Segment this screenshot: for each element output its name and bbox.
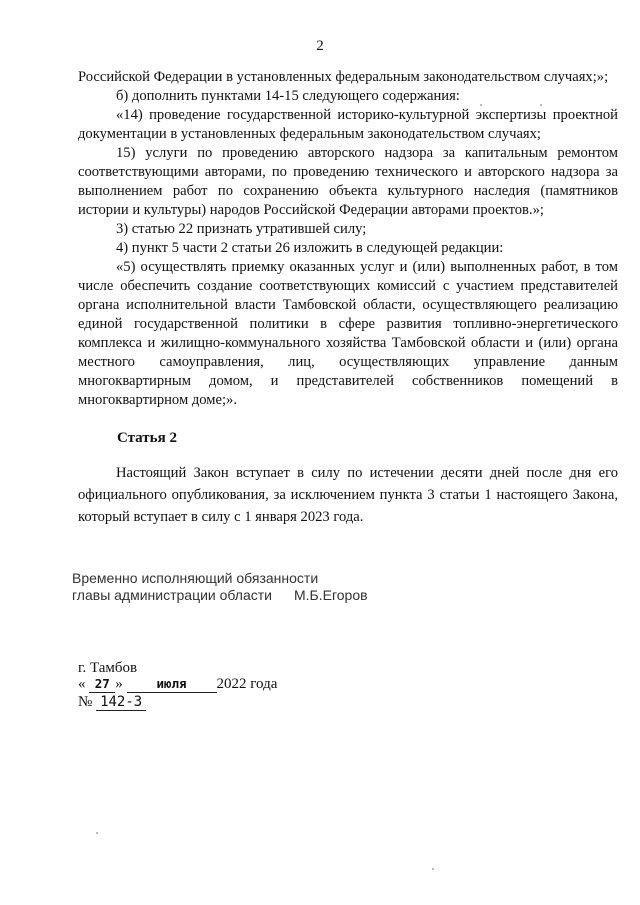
paragraph-continuation: Российской Федерации в установленных федеральным законодательством случаях;»; bbox=[78, 69, 609, 85]
number-sign: № bbox=[78, 694, 93, 710]
article-heading: Статья 2 bbox=[117, 430, 177, 446]
date-line bbox=[78, 676, 277, 693]
date-month: июля bbox=[127, 676, 217, 693]
paragraph-item-14: «14) проведение государственной историко-культурной экспертизы проектной документации в установленных федеральным законодательством случаях; bbox=[78, 107, 618, 142]
page-number: 2 bbox=[316, 38, 324, 54]
article-paragraph: Настоящий Закон вступает в силу по истечении десяти дней после дня его официального опубликования, за исключением пункта 3 статьи 1 настоящего Закона, который вступает в силу с 1 января 2023 года. bbox=[78, 465, 618, 525]
paragraph-item-4: 4) пункт 5 части 2 статьи 26 изложить в следующей редакции: bbox=[116, 240, 504, 256]
signature-block bbox=[72, 570, 392, 604]
signature-name: М.Б.Егоров bbox=[294, 587, 368, 603]
date-day: 27 bbox=[89, 676, 115, 693]
number-line bbox=[78, 694, 146, 711]
place: г. Тамбов bbox=[78, 660, 138, 676]
date-close-quote: » bbox=[115, 676, 123, 692]
scan-speck bbox=[480, 104, 482, 106]
signature-title-line1: Временно исполняющий обязанности bbox=[72, 570, 319, 586]
scan-speck bbox=[432, 868, 434, 870]
article-body bbox=[78, 462, 618, 528]
document-number: 142-З bbox=[96, 694, 146, 711]
scan-speck bbox=[96, 832, 98, 834]
paragraph-item-15: 15) услуги по проведению авторского надзора за капитальным ремонтом соответствующими авторами, по проведению технического и авторского надзора за выполнением работ по сохранению объекта культурного наследия (памятников истории и культуры) народов Российской Федерации авторами проектов.»; bbox=[78, 145, 618, 218]
paragraph-item-5-text: «5) осуществлять приемку оказанных услуг и (или) выполненных работ, в том числе обеспечить создание соответствующих комиссий с участием представителей органа исполнительной власти Тамбовской области, осуществляющего реализацию единой государственной политики в сфере развития топливно-энергетического комплекса и жилищно-коммунального хозяйства Тамбовской области и (или) органа местного самоуправления, лиц, осуществляющих управление данным многоквартирным домом, и представителей собственников помещений в многоквартирном доме;». bbox=[78, 259, 618, 408]
paragraph-item-3: 3) статью 22 признать утратившей силу; bbox=[116, 221, 367, 237]
signature-title-line2: главы администрации области bbox=[72, 587, 272, 603]
scan-speck bbox=[540, 104, 542, 106]
date-year: 2022 года bbox=[216, 676, 278, 692]
paragraph-amend-b: б) дополнить пунктами 14-15 следующего содержания: bbox=[116, 88, 460, 104]
body-text bbox=[78, 68, 618, 410]
date-open-quote: « bbox=[78, 676, 86, 692]
